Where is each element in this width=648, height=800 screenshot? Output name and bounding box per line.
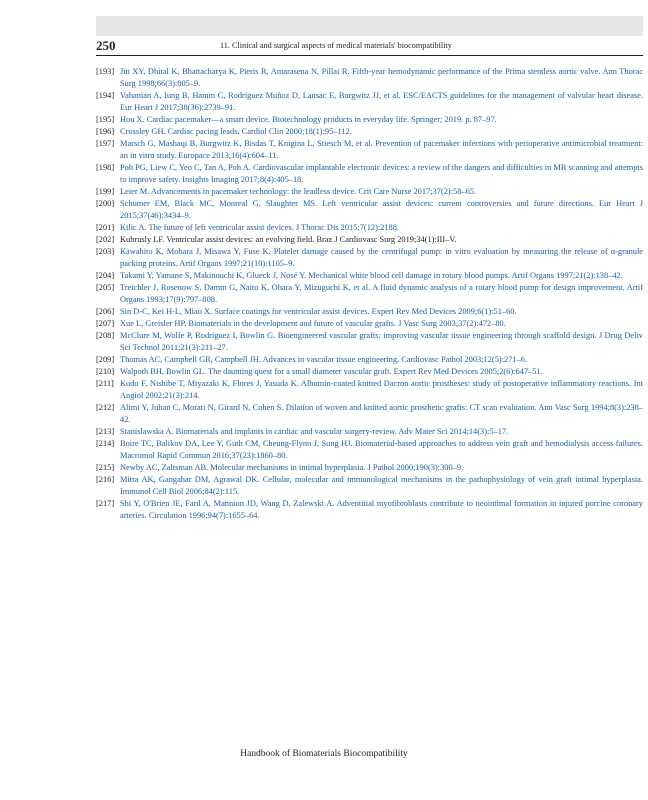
reference-text[interactable]: Kilic A. The future of left ventricular assist devices. J Thorac Dis 2015;7(12):2188. [120,223,400,232]
reference-number: [204] [96,271,115,280]
reference-text[interactable]: Kudo F, Nishibe T, Miyazaki K, Flores J, Yasuda K. Albumin-coated knitted Dacron aortic prostheses: study of postoperative inflammatory reactions. Int Angiol 2002;21(3):214. [120,379,643,400]
reference-number: [203] [96,247,115,256]
reference-number: [198] [96,163,115,172]
reference-text[interactable]: Alimi Y, Juhan C, Morati N, Girard N, Cohen S. Dilation of woven and knitted aortic prosthetic grafts: CT scan evaluation. Ann Vasc Surg 1994;8(3):238–42. [120,403,643,424]
reference-text[interactable]: Jin XY, Dhital K, Bhattacharya K, Pieris R, Amarasena N, Pillai R. Fifth-year hemodynamic performance of the Prima stentless aortic valve. Ann Thorac Surg 1998;66(3):805–9. [120,67,643,88]
reference-entry[interactable] [96,198,643,222]
reference-entry[interactable] [96,426,643,438]
reference-text[interactable]: Xue L, Greisler HP. Biomaterials in the development and future of vascular grafts. J Vasc Surg 2003;37(2):472–80. [120,319,506,328]
reference-text[interactable]: Mitra AK, Gangahar DM, Agrawal DK. Cellular, molecular and immunological mechanisms in the pathophysiology of vein graft intimal hyperplasia. Immunol Cell Biol 2006;84(2):115. [120,475,643,496]
reference-number: [207] [96,319,115,328]
reference-entry[interactable] [96,354,643,366]
reference-text[interactable]: Poh PG, Liew C, Yeo C, Tan A, Poh A. Cardiovascular implantable electronic devices: a review of the dangers and difficulties in MR scanning and attempts to improve safety. Insights Imaging 2017;8(4):405–18. [120,163,643,184]
reference-list [96,66,643,522]
reference-text[interactable]: Newby AC, Zaltsman AB. Molecular mechanisms in intimal hyperplasia. J Pathol 2000;190(3):300–9. [120,463,464,472]
reference-number: [199] [96,187,115,196]
reference-text[interactable]: Thomas AC, Campbell GR, Campbell JH. Advances in vascular tissue engineering. Cardiovasc Pathol 2003;12(5):271–6. [120,355,528,364]
reference-text[interactable]: Treichler J, Rosenow S, Damm G, Naito K, Ohara Y, Mizuguchi K, et al. A fluid dynamic analysis of a rotary blood pump for design improvement. Artif Organs 1993;17(9):797–808. [120,283,643,304]
reference-number: [211] [96,379,114,388]
reference-text[interactable]: McClure M, Wolfe P, Rodriguez I, Bowlin G. Bioengineered vascular grafts: improving vascular tissue engineering through scaffold design. J Drug Deliv Sci Technol 2011;21(3):211–27. [120,331,643,352]
reference-text[interactable]: Shi Y, O'Brien JE, Fard A, Mannion JD, Wang D, Zalewski A. Adventitial myofibroblasts contribute to neointimal formation in injured porcine coronary arteries. Circulation 1996;94(7):1655–64. [120,499,643,520]
reference-entry[interactable] [96,474,643,498]
reference-number: [206] [96,307,115,316]
reference-entry[interactable] [96,162,643,186]
reference-text[interactable]: Schumer EM, Black MC, Monreal G, Slaughter MS. Left ventricular assist devices: current controversies and future directions. Eur Heart J 2015;37(46):3434–9. [120,199,643,220]
reference-number: [212] [96,403,115,412]
reference-text[interactable]: Leier M. Advancements in pacemaker technology: the leadless device. Crit Care Nurse 2017;37(2):58–65. [120,187,477,196]
reference-number: [193] [96,67,115,76]
reference-number: [208] [96,331,115,340]
reference-text[interactable]: Boire TC, Balikov DA, Lee Y, Guth CM, Cheung-Flynn J, Sung HJ. Biomaterial-based approaches to address vein graft and hemodialysis access failures. Macromol Rapid Commun 2016;37(23):1860–80. [120,439,643,460]
reference-text[interactable]: Sin D-C, Kei H-L, Miao X. Surface coatings for ventricular assist devices. Expert Rev Med Devices 2009;6(1):51–60. [120,307,517,316]
page-number: 250 [96,38,116,53]
reference-entry[interactable] [96,402,643,426]
reference-entry[interactable] [96,282,643,306]
reference-number: [214] [96,439,115,448]
reference-entry[interactable] [96,378,643,402]
reference-entry[interactable] [96,90,643,114]
reference-number: [200] [96,199,115,208]
reference-number: [213] [96,427,115,436]
reference-number: [194] [96,91,115,100]
reference-entry[interactable] [96,246,643,270]
reference-entry[interactable] [96,138,643,162]
page-footer: Handbook of Biomaterials Biocompatibility [240,749,408,759]
reference-number: [216] [96,475,115,484]
reference-number: [205] [96,283,115,292]
reference-number: [201] [96,223,115,232]
reference-text[interactable]: Kawahito K, Mohara J, Misawa Y, Fuse K. Platelet damage caused by the centrifugal pump: in vitro evaluation by measuring the release of α-granule packing proteins. Artif Organs 1997;21(10):1105–9. [120,247,643,268]
reference-text[interactable]: Hou X. Cardiac pacemaker—a smart device. Biotechnology products in everyday life. Springer; 2019. p. 87–97. [120,115,497,124]
reference-number: [215] [96,463,115,472]
reference-number: [202] [96,235,115,244]
reference-text[interactable]: Crossley GH. Cardiac pacing leads. Cardiol Clin 2000;18(1):95–112. [120,127,352,136]
reference-entry[interactable] [96,66,643,90]
reference-entry [96,234,643,246]
reference-number: [210] [96,367,115,376]
reference-entry[interactable] [96,330,643,354]
reference-entry[interactable] [96,438,643,462]
reference-entry[interactable] [96,498,643,522]
reference-entry[interactable] [96,222,643,234]
running-header [96,38,643,56]
reference-entry[interactable] [96,318,643,330]
reference-text[interactable]: Marsch G, Mashaqi B, Burgwitz K, Bisdas T, Knigina L, Stiesch M, et al. Prevention of pacemaker infections with perioperative antimicrobial treatment: an in vitro study. Europace 2013;16(4):604–11. [120,139,643,160]
reference-text[interactable]: Walpoth BH, Bowlin GL. The daunting quest for a small diameter vascular graft. Expert Rev Med Devices 2005;2(6):647–51. [120,367,543,376]
reference-text: Kubrusly LF. Ventricular assist devices: an evolving field. Braz J Cardiovasc Surg 2019;34(1):III–V. [120,235,457,244]
reference-text[interactable]: Vahanian A, Iung B, Hamm C, Rodriguez Muñoz D, Lansac E, Burgwitz JJ, et al. ESC/EACTS guidelines for the management of valvular heart disease. Eur Heart J 2017;38(36):2739–91. [120,91,643,112]
reference-entry[interactable] [96,366,643,378]
reference-text[interactable]: Stanislawska A. Biomaterials and implants in cardiac and vascular surgery-review. Adv Mater Sci 2014;14(3):5–17. [120,427,509,436]
header-band [96,16,643,36]
reference-entry[interactable] [96,462,643,474]
running-title: 11. Clinical and surgical aspects of medical materials' biocompatibility [220,41,452,50]
reference-entry[interactable] [96,186,643,198]
reference-text[interactable]: Takami Y, Yamane S, Makinouchi K, Glueck J, Nosé Y. Mechanical white blood cell damage in rotary blood pumps. Artif Organs 1997;21(2):138–42. [120,271,623,280]
reference-entry[interactable] [96,126,643,138]
reference-number: [195] [96,115,115,124]
reference-entry[interactable] [96,114,643,126]
reference-number: [209] [96,355,115,364]
reference-entry[interactable] [96,306,643,318]
reference-entry[interactable] [96,270,643,282]
reference-number: [217] [96,499,115,508]
reference-number: [197] [96,139,115,148]
reference-number: [196] [96,127,115,136]
